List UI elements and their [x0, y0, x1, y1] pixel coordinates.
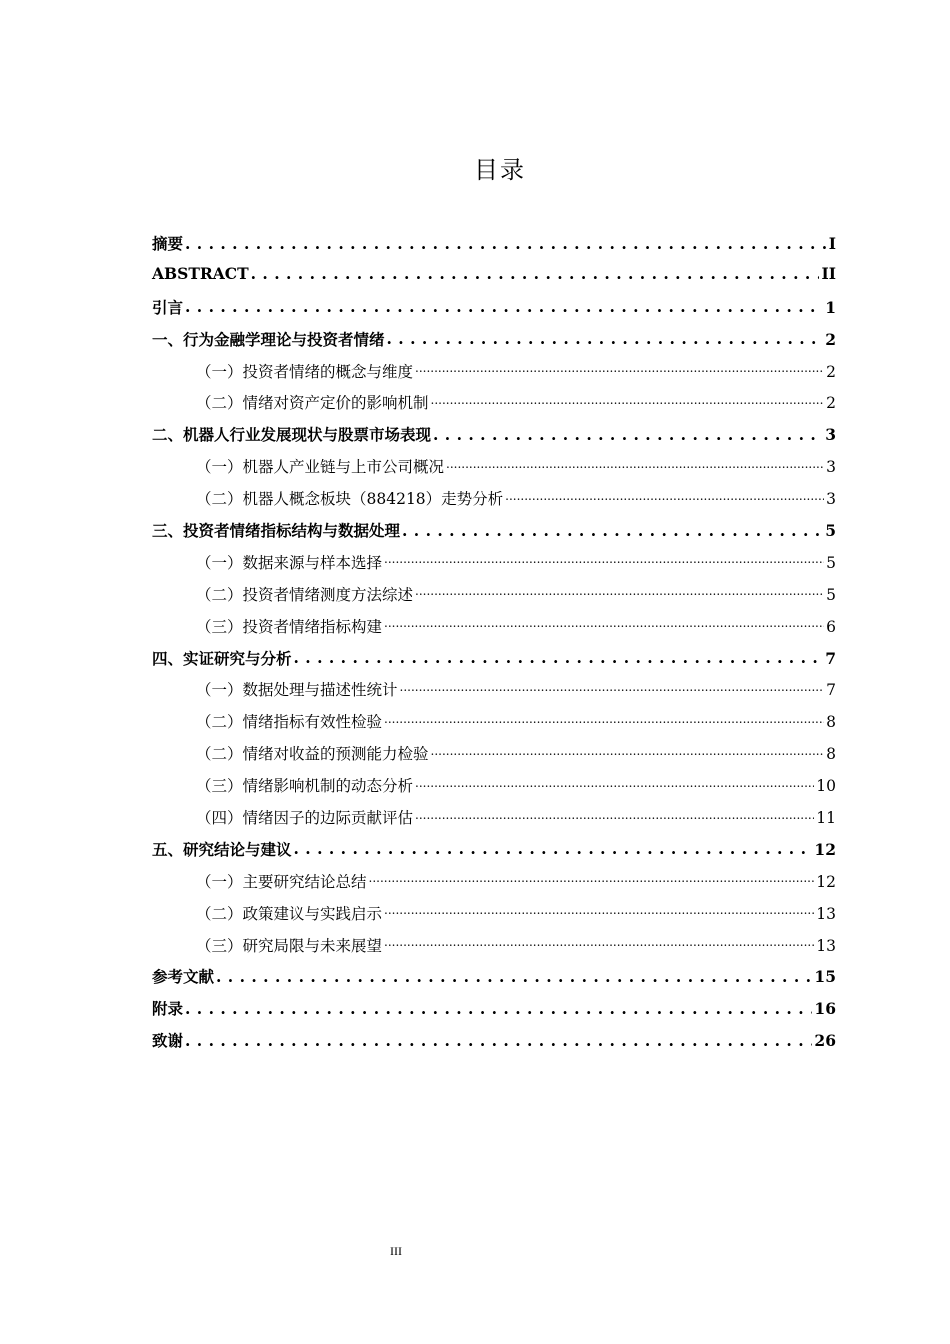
toc-entry-chapter[interactable]: [152, 264, 836, 296]
toc-entry-page-number: 6: [826, 617, 836, 636]
toc-dot-leader: [415, 808, 814, 824]
toc-entry-page-number: 2: [826, 362, 836, 381]
toc-entry-section[interactable]: [152, 360, 836, 392]
toc-entry-title: 四、实证研究与分析: [152, 648, 292, 668]
toc-entry-section[interactable]: [152, 615, 836, 647]
toc-entry-title: （三）投资者情绪指标构建: [196, 617, 383, 636]
toc-dot-leader: [400, 680, 825, 696]
toc-entry-page-number: I: [828, 234, 836, 253]
toc-entry-section[interactable]: [152, 742, 836, 774]
toc-entry-page-number: 15: [814, 967, 836, 987]
toc-entry-page-number: 7: [826, 681, 836, 700]
toc-entry-chapter[interactable]: [152, 423, 836, 455]
toc-entry-page-number: 5: [826, 585, 836, 604]
toc-entry-title: （一）数据处理与描述性统计: [196, 681, 398, 700]
toc-dot-leader: [431, 744, 825, 760]
toc-entry-page-number: 3: [825, 425, 836, 445]
toc-entry-chapter[interactable]: [152, 647, 836, 679]
toc-entry-page-number: II: [821, 264, 836, 284]
toc-dot-leader: [185, 234, 827, 250]
toc-entry-title: 二、机器人行业发展现状与股票市场表现: [152, 425, 432, 445]
toc-entry-title: （一）数据来源与样本选择: [196, 553, 383, 572]
toc-entry-page-number: 3: [826, 458, 836, 477]
toc-entry-section[interactable]: [152, 774, 836, 806]
toc-entry-page-number: 13: [816, 904, 836, 923]
toc-entry-title: ABSTRACT: [152, 264, 249, 284]
toc-entry-title: 参考文献: [152, 967, 215, 987]
toc-title: 目录: [474, 156, 526, 184]
toc-entry-title: （三）情绪影响机制的动态分析: [196, 777, 414, 796]
toc-entry-chapter[interactable]: [152, 232, 836, 264]
toc-entry-chapter[interactable]: [152, 1029, 836, 1061]
toc-entry-title: （二）政策建议与实践启示: [196, 904, 383, 923]
toc-dot-leader: [431, 393, 825, 409]
toc-dot-leader: [415, 584, 824, 600]
toc-entry-title: （二）情绪对收益的预测能力检验: [196, 745, 429, 764]
toc-entry-section[interactable]: [152, 934, 836, 966]
toc-entry-page-number: 12: [816, 872, 836, 891]
toc-entry-chapter[interactable]: [152, 296, 836, 328]
toc-entry-title: （三）研究局限与未来展望: [196, 936, 383, 955]
toc-entry-title: （一）投资者情绪的概念与维度: [196, 362, 414, 381]
toc-entry-title: （一）主要研究结论总结: [196, 872, 367, 891]
toc-entry-page-number: 7: [825, 648, 836, 668]
toc-entry-title: （二）情绪指标有效性检验: [196, 713, 383, 732]
toc-entry-page-number: 3: [826, 490, 836, 509]
toc-entry-title: （四）情绪因子的边际贡献评估: [196, 809, 414, 828]
toc-entry-page-number: 8: [826, 713, 836, 732]
toc-dot-leader: [402, 521, 823, 537]
toc-entry-page-number: 12: [814, 839, 836, 859]
toc-entry-title: 引言: [152, 297, 184, 317]
toc-dot-leader: [387, 329, 824, 345]
toc-dot-leader: [294, 648, 824, 664]
toc-entry-title: 三、投资者情绪指标结构与数据处理: [152, 521, 401, 541]
toc-entry-chapter[interactable]: [152, 519, 836, 551]
toc-entry-title: （二）机器人概念板块（884218）走势分析: [196, 490, 504, 509]
toc-dot-leader: [185, 999, 812, 1015]
toc-dot-leader: [216, 967, 812, 983]
toc-list: [152, 232, 836, 1061]
toc-entry-page-number: 2: [826, 394, 836, 413]
toc-entry-section[interactable]: [152, 678, 836, 710]
toc-entry-page-number: 11: [816, 809, 836, 828]
toc-entry-title: （二）情绪对资产定价的影响机制: [196, 394, 429, 413]
toc-entry-section[interactable]: [152, 870, 836, 902]
toc-entry-page-number: 2: [825, 329, 836, 349]
toc-entry-page-number: 5: [825, 521, 836, 541]
toc-entry-section[interactable]: [152, 551, 836, 583]
toc-dot-leader: [415, 361, 824, 377]
toc-entry-chapter[interactable]: [152, 997, 836, 1029]
toc-entry-title: 五、研究结论与建议: [152, 839, 292, 859]
toc-entry-section[interactable]: [152, 487, 836, 519]
toc-dot-leader: [251, 264, 820, 280]
toc-dot-leader: [384, 903, 814, 919]
toc-dot-leader: [369, 871, 815, 887]
toc-entry-section[interactable]: [152, 583, 836, 615]
toc-entry-chapter[interactable]: [152, 328, 836, 360]
toc-entry-chapter[interactable]: [152, 965, 836, 997]
toc-dot-leader: [384, 552, 824, 568]
toc-dot-leader: [505, 489, 824, 505]
toc-entry-page-number: 8: [826, 745, 836, 764]
toc-dot-leader: [185, 297, 823, 313]
toc-dot-leader: [384, 712, 824, 728]
toc-entry-page-number: 10: [816, 777, 836, 796]
toc-entry-page-number: 16: [814, 999, 836, 1019]
toc-entry-title: （二）投资者情绪测度方法综述: [196, 585, 414, 604]
toc-dot-leader: [433, 425, 823, 441]
toc-entry-section[interactable]: [152, 455, 836, 487]
toc-entry-chapter[interactable]: [152, 838, 836, 870]
page-number: III: [390, 1244, 402, 1258]
toc-entry-title: 一、行为金融学理论与投资者情绪: [152, 329, 385, 349]
toc-entry-title: 附录: [152, 999, 184, 1019]
toc-entry-page-number: 26: [814, 1031, 836, 1051]
toc-entry-page-number: 13: [816, 936, 836, 955]
toc-entry-section[interactable]: [152, 902, 836, 934]
toc-entry-page-number: 1: [825, 297, 836, 317]
toc-dot-leader: [384, 935, 814, 951]
toc-dot-leader: [384, 616, 824, 632]
toc-dot-leader: [294, 839, 813, 855]
toc-entry-page-number: 5: [826, 553, 836, 572]
toc-entry-title: 致谢: [152, 1031, 184, 1051]
toc-dot-leader: [185, 1031, 812, 1047]
toc-entry-title: （一）机器人产业链与上市公司概况: [196, 458, 445, 477]
toc-entry-title: 摘要: [152, 234, 184, 253]
toc-entry-section[interactable]: [152, 391, 836, 423]
toc-entry-section[interactable]: [152, 806, 836, 838]
toc-dot-leader: [446, 457, 824, 473]
toc-entry-section[interactable]: [152, 710, 836, 742]
toc-dot-leader: [415, 776, 814, 792]
